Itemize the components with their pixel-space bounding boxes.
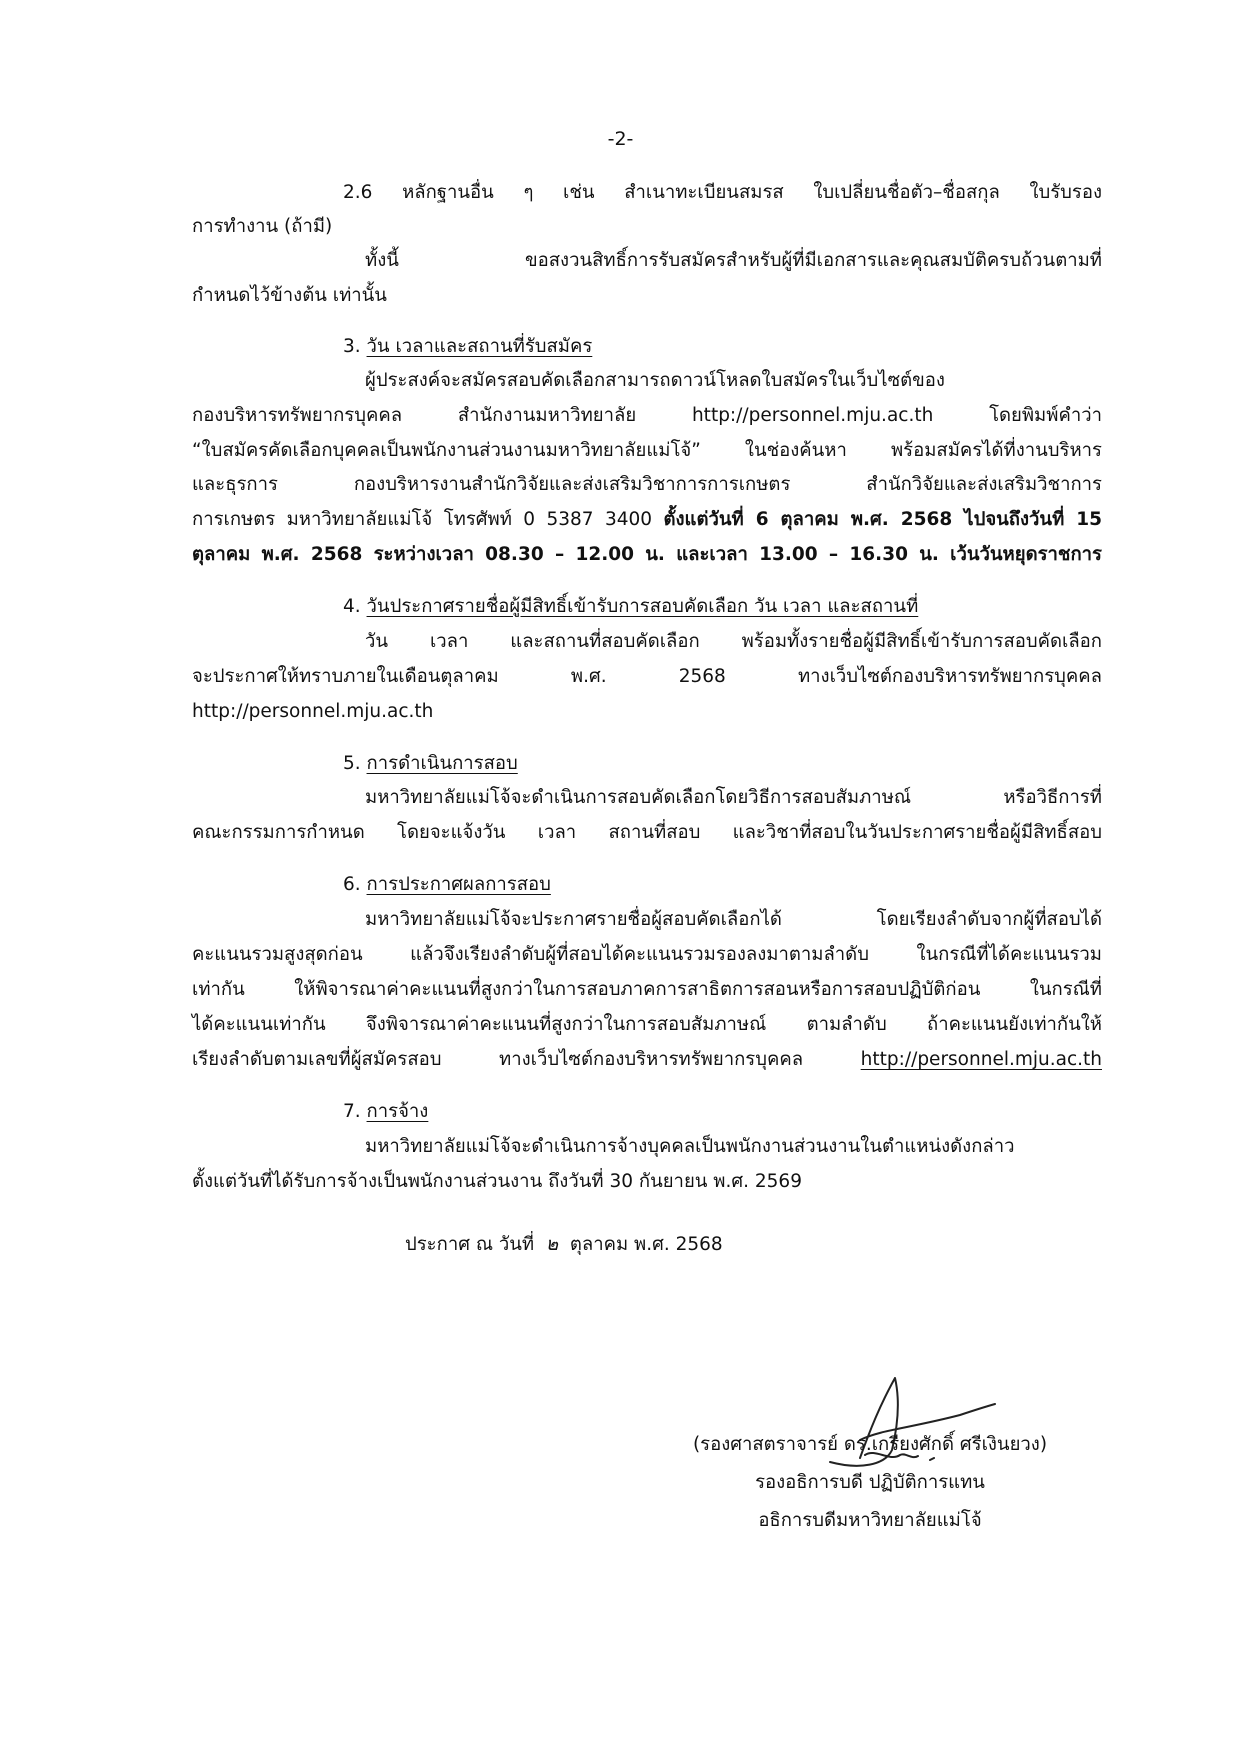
page-number: -2- — [607, 128, 634, 150]
section-5-line2: คณะกรรมการกำหนด โดยจะแจ้งวัน เวลา สถานที่สอบ และวิชาที่สอบในวันประกาศรายชื่อผู้มีสิทธิ์สอบ — [192, 822, 1102, 843]
signatory-name: (รองศาสตราจารย์ ดร.เกรียงศักดิ์ ศรีเงินยวง) — [692, 1434, 1048, 1455]
section-4-line1: วัน เวลา และสถานที่สอบคัดเลือก พร้อมทั้งรายชื่อผู้มีสิทธิ์เข้ารับการสอบคัดเลือก — [365, 631, 1102, 652]
section-7-line2: ตั้งแต่วันที่ได้รับการจ้างเป็นพนักงานส่วนงาน ถึงวันที่ 30 กันยายน พ.ศ. 2569 — [192, 1171, 802, 1192]
section-4-number: 4. — [343, 596, 361, 617]
section-5-number: 5. — [343, 753, 361, 774]
signatory-position-1: รองอธิการบดี ปฏิบัติการแทน — [755, 1472, 985, 1493]
section-6-line5-text: เรียงลำดับตามเลขที่ผู้สมัครสอบ ทางเว็บไซต์กองบริหารทรัพยากรบุคคล — [192, 1049, 861, 1070]
personnel-link[interactable]: http://personnel.mju.ac.th — [860, 1049, 1102, 1070]
para-2-6-line1: 2.6 หลักฐานอื่น ๆ เช่น สำเนาทะเบียนสมรส ใบเปลี่ยนชื่อตัว–ชื่อสกุล ใบรับรอง — [343, 182, 1102, 203]
section-6-title: การประกาศผลการสอบ — [366, 874, 551, 895]
section-4-line3: http://personnel.mju.ac.th — [192, 701, 434, 722]
section-3-line3: “ใบสมัครคัดเลือกบุคคลเป็นพนักงานส่วนงานมหาวิทยาลัยแม่โจ้” ในช่องค้นหา พร้อมสมัครได้ที่งานบริหาร — [192, 440, 1102, 461]
section-6-line1: มหาวิทยาลัยแม่โจ้จะประกาศรายชื่อผู้สอบคัดเลือกได้ โดยเรียงลำดับจากผู้ที่สอบได้ — [365, 909, 1102, 930]
announcement-day: ๒ — [545, 1234, 559, 1255]
section-4-title: วันประกาศรายชื่อผู้มีสิทธิ์เข้ารับการสอบคัดเลือก วัน เวลา และสถานที่ — [366, 596, 919, 617]
section-7-heading — [343, 1097, 428, 1127]
section-7-title: การจ้าง — [366, 1101, 429, 1122]
section-4-line2: จะประกาศให้ทราบภายในเดือนตุลาคม พ.ศ. 2568 ทางเว็บไซต์กองบริหารทรัพยากรบุคคล — [192, 666, 1102, 687]
section-5-title: การดำเนินการสอบ — [366, 753, 518, 774]
section-3-line5-bold: ตั้งแต่วันที่ 6 ตุลาคม พ.ศ. 2568 ไปจนถึงวันที่ 15 — [663, 509, 1102, 530]
section-3-heading — [343, 332, 592, 362]
section-3-line6: ตุลาคม พ.ศ. 2568 ระหว่างเวลา 08.30 – 12.00 น. และเวลา 13.00 – 16.30 น. เว้นวันหยุดราชการ — [192, 544, 1102, 565]
section-3-number: 3. — [343, 336, 361, 357]
para-reserve-line1: ทั้งนี้ ขอสงวนสิทธิ์การรับสมัครสำหรับผู้ที่มีเอกสารและคุณสมบัติครบถ้วนตามที่ — [365, 250, 1102, 271]
section-3-line1: ผู้ประสงค์จะสมัครสอบคัดเลือกสามารถดาวน์โหลดใบสมัครในเว็บไซต์ของ — [365, 370, 945, 391]
section-4-heading — [343, 592, 918, 622]
para-reserve-line2: กำหนดไว้ข้างต้น เท่านั้น — [192, 285, 387, 306]
section-7-line1: มหาวิทยาลัยแม่โจ้จะดำเนินการจ้างบุคคลเป็นพนักงานส่วนงานในตำแหน่งดังกล่าว — [365, 1136, 1015, 1157]
section-5-line1: มหาวิทยาลัยแม่โจ้จะดำเนินการสอบคัดเลือกโดยวิธีการสอบสัมภาษณ์ หรือวิธีการที่ — [365, 787, 1102, 808]
signatory-position-2: อธิการบดีมหาวิทยาลัยแม่โจ้ — [758, 1510, 982, 1531]
announcement-prefix: ประกาศ ณ วันที่ — [405, 1234, 535, 1255]
signature-mark — [800, 1370, 1000, 1480]
section-3-line5-text: การเกษตร มหาวิทยาลัยแม่โจ้ โทรศัพท์ 0 5387 3400 — [192, 509, 664, 530]
section-6-number: 6. — [343, 874, 361, 895]
section-6-line3: เท่ากัน ให้พิจารณาค่าคะแนนที่สูงกว่าในการสอบภาคการสาธิตการสอนหรือการสอบปฏิบัติก่อน ในกรณีที่ — [192, 979, 1102, 1000]
section-6-line2: คะแนนรวมสูงสุดก่อน แล้วจึงเรียงลำดับผู้ที่สอบได้คะแนนรวมรองลงมาตามลำดับ ในกรณีที่ได้คะแนนรวม — [192, 944, 1102, 965]
section-6-heading — [343, 870, 551, 900]
section-6-line4: ได้คะแนนเท่ากัน จึงพิจารณาค่าคะแนนที่สูงกว่าในการสอบสัมภาษณ์ ตามลำดับ ถ้าคะแนนยังเท่ากันให้ — [192, 1014, 1102, 1035]
section-5-heading — [343, 749, 518, 779]
section-3-line5 — [192, 505, 1102, 535]
announcement-date — [405, 1230, 723, 1260]
section-3-line2: กองบริหารทรัพยากรบุคคล สำนักงานมหาวิทยาลัย http://personnel.mju.ac.th โดยพิมพ์คำว่า — [192, 405, 1102, 426]
section-3-line4: และธุรการ กองบริหารงานสำนักวิจัยและส่งเสริมวิชาการการเกษตร สำนักวิจัยและส่งเสริมวิชาการ — [192, 474, 1102, 495]
section-3-title: วัน เวลาและสถานที่รับสมัคร — [366, 336, 593, 357]
section-7-number: 7. — [343, 1101, 361, 1122]
section-6-line5 — [192, 1045, 1102, 1075]
announcement-suffix: ตุลาคม พ.ศ. 2568 — [569, 1234, 723, 1255]
para-2-6-line2: การทำงาน (ถ้ามี) — [192, 216, 333, 237]
